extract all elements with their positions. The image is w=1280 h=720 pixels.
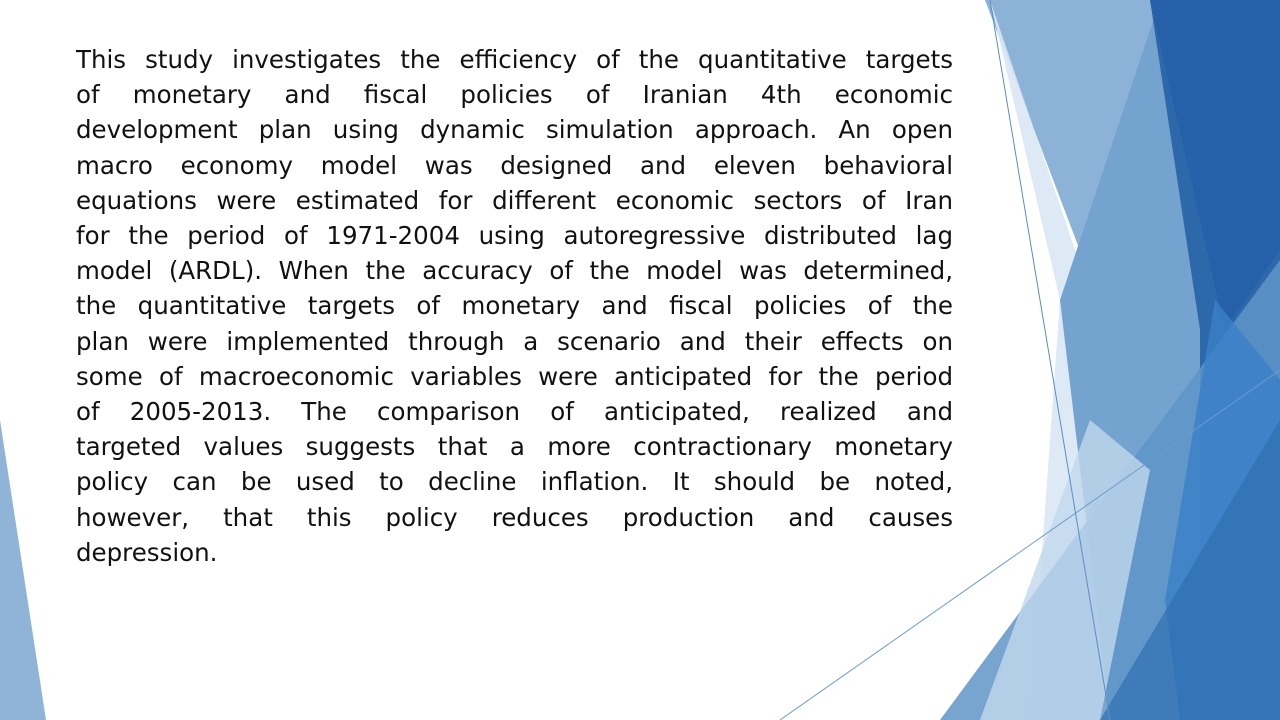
text-line: development plan using dynamic simulation approach. An open xyxy=(76,115,953,145)
text-line: targeted values suggests that a more contractionary monetary xyxy=(76,432,953,462)
text-line: This study investigates the efficiency of the quantitative targets xyxy=(76,45,953,74)
text-line: policy can be used to decline inflation. It should be noted, xyxy=(76,467,953,497)
text-line: some of macroeconomic variables were anticipated for the period xyxy=(76,361,953,391)
text-line: equations were estimated for different economic sectors of Iran xyxy=(76,185,953,215)
text-line: the quantitative targets of monetary and fiscal policies of the xyxy=(76,291,953,321)
text-line: however, that this policy reduces production and causes xyxy=(76,502,953,532)
text-line: model (ARDL). When the accuracy of the model was determined, xyxy=(76,256,953,286)
text-line: for the period of 1971-2004 using autoregressive distributed lag xyxy=(76,221,953,251)
text-line: plan were implemented through a scenario and their effects on xyxy=(76,326,953,356)
text-line: of monetary and fiscal policies of Iranian 4th economic xyxy=(76,80,953,110)
text-line: macro economy model was designed and eleven behavioral xyxy=(76,150,953,180)
abstract-paragraph xyxy=(76,42,953,570)
text-line: depression. xyxy=(76,537,218,567)
left-accent-shape xyxy=(0,420,46,720)
text-line: of 2005-2013. The comparison of anticipated, realized and xyxy=(76,397,953,427)
